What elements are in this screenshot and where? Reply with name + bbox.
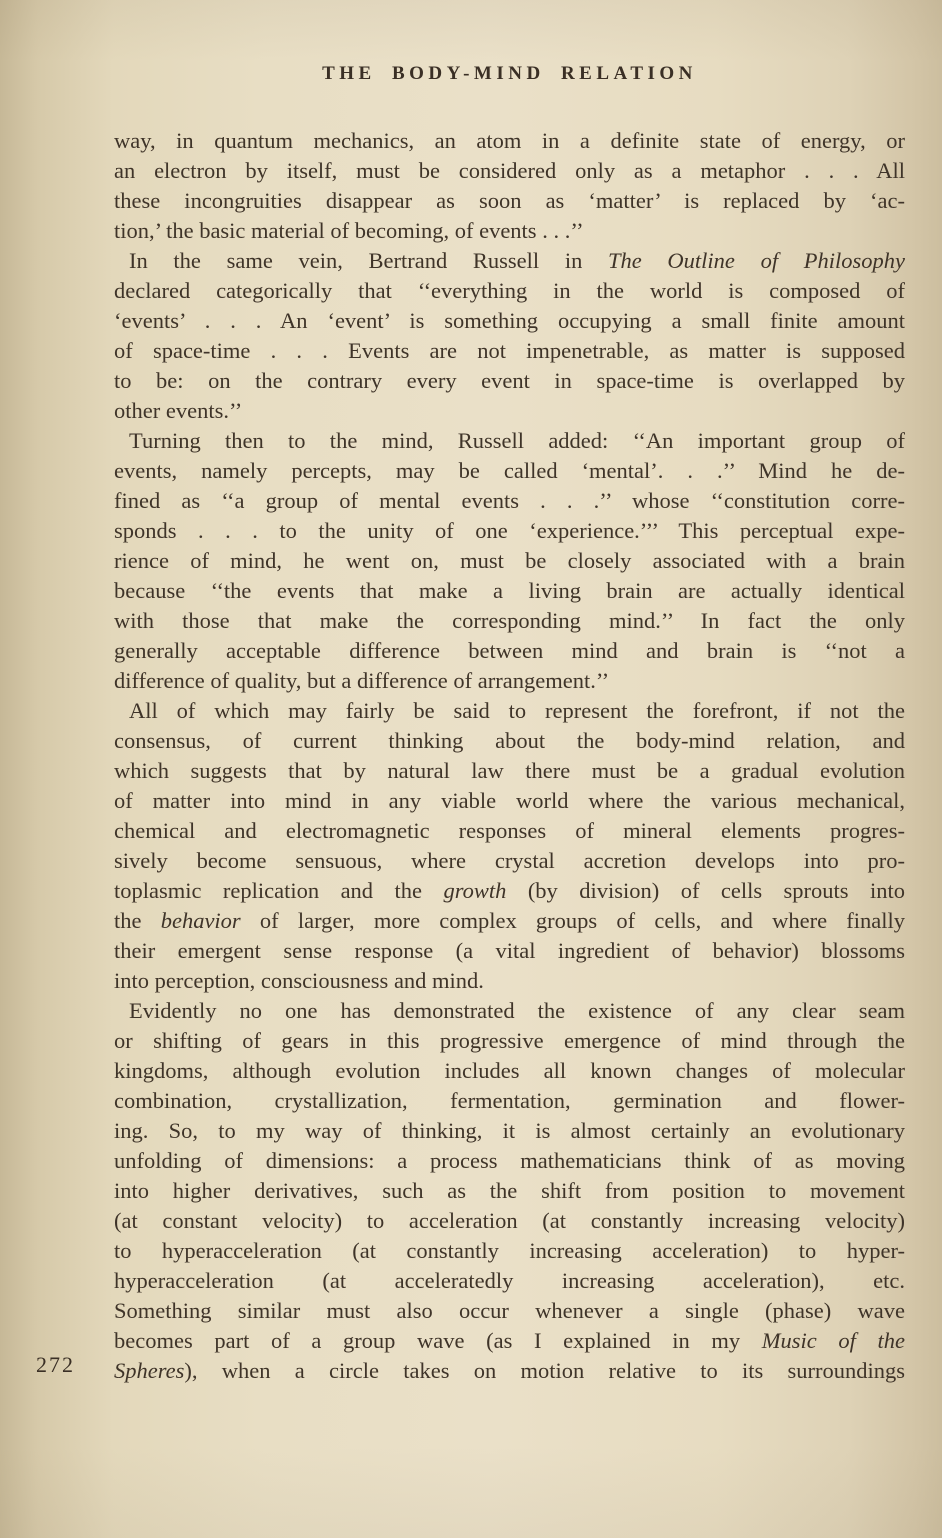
text-line: [114, 1026, 905, 1056]
text-line: [114, 1176, 905, 1206]
text-segment: unfolding of dimensions: a process mathematicians think of as moving: [114, 1148, 905, 1173]
text-segment: Evidently no one has demonstrated the existence of any clear seam: [129, 998, 905, 1023]
text-line: [114, 216, 905, 246]
text-segment: ), when a circle takes on motion relative to its surroundings: [184, 1358, 905, 1383]
italic-text: Music of the: [761, 1328, 905, 1353]
text-segment: chemical and electromagnetic responses of mineral elements progres-: [114, 818, 905, 843]
text-segment: to hyperacceleration (at constantly increasing acceleration) to hyper-: [114, 1238, 905, 1263]
text-line: [114, 1086, 905, 1116]
text-segment: sponds . . . to the unity of one ‘experience.’’’ This perceptual expe-: [114, 518, 905, 543]
text-line: [114, 936, 905, 966]
text-segment: difference of quality, but a difference of arrangement.’’: [114, 668, 610, 693]
paragraph: [114, 246, 905, 426]
text-line: [114, 156, 905, 186]
text-line: [114, 1056, 905, 1086]
text-line: [114, 636, 905, 666]
text-segment: ‘events’ . . . An ‘event’ is something occupying a small finite amount: [114, 308, 905, 333]
text-line: [114, 426, 905, 456]
text-line: [114, 1266, 905, 1296]
text-line: [114, 906, 905, 936]
text-line: [114, 1326, 905, 1356]
text-line: [114, 306, 905, 336]
text-segment: because ‘‘the events that make a living brain are actually identical: [114, 578, 905, 603]
text-segment: these incongruities disappear as soon as ‘matter’ is replaced by ‘ac-: [114, 188, 905, 213]
text-line: [114, 1206, 905, 1236]
text-line: [114, 516, 905, 546]
text-line: [114, 726, 905, 756]
italic-text: The Outline of Philosophy: [608, 248, 905, 273]
text-line: [114, 876, 905, 906]
text-line: [114, 756, 905, 786]
text-line: [114, 816, 905, 846]
italic-text: behavior: [160, 908, 241, 933]
text-segment: toplasmic replication and the: [114, 878, 444, 903]
text-segment: consensus, of current thinking about the body-mind relation, and: [114, 728, 905, 753]
text-segment: their emergent sense response (a vital ingredient of behavior) blossoms: [114, 938, 905, 963]
text-line: [114, 996, 905, 1026]
text-segment: generally acceptable difference between mind and brain is ‘‘not a: [114, 638, 905, 663]
text-line: [114, 396, 905, 426]
text-segment: sively become sensuous, where crystal accretion develops into pro-: [114, 848, 905, 873]
text-line: [114, 606, 905, 636]
text-line: [114, 1356, 905, 1386]
text-line: [114, 486, 905, 516]
text-segment: kingdoms, although evolution includes all known changes of molecular: [114, 1058, 905, 1083]
paragraph: [114, 126, 905, 246]
text-line: [114, 696, 905, 726]
text-line: [114, 126, 905, 156]
italic-text: growth: [443, 878, 507, 903]
text-line: [114, 846, 905, 876]
text-segment: an electron by itself, must be considered only as a metaphor . . . All: [114, 158, 905, 183]
text-segment: declared categorically that ‘‘everything in the world is composed of: [114, 278, 905, 303]
text-segment: of space-time . . . Events are not impenetrable, as matter is supposed: [114, 338, 905, 363]
text-line: [114, 186, 905, 216]
text-segment: other events.’’: [114, 398, 243, 423]
text-line: [114, 366, 905, 396]
text-segment: or shifting of gears in this progressive emergence of mind through the: [114, 1028, 905, 1053]
text-segment: events, namely percepts, may be called ‘mental’. . .’’ Mind he de-: [114, 458, 905, 483]
text-line: [114, 246, 905, 276]
text-segment: of matter into mind in any viable world where the various mechanical,: [114, 788, 905, 813]
text-segment: which suggests that by natural law there must be a gradual evolution: [114, 758, 905, 783]
text-segment: the: [114, 908, 161, 933]
text-line: [114, 1236, 905, 1266]
text-segment: becomes part of a group wave (as I explained in my: [114, 1328, 762, 1353]
text-line: [114, 546, 905, 576]
running-head: THE BODY-MIND RELATION: [322, 63, 697, 84]
text-segment: to be: on the contrary every event in space-time is overlapped by: [114, 368, 905, 393]
text-segment: with those that make the corresponding mind.’’ In fact the only: [114, 608, 905, 633]
text-line: [114, 786, 905, 816]
text-segment: In the same vein, Bertrand Russell in: [129, 248, 608, 273]
text-segment: of larger, more complex groups of cells, and where finally: [240, 908, 905, 933]
text-line: [114, 456, 905, 486]
text-segment: way, in quantum mechanics, an atom in a definite state of energy, or: [114, 128, 905, 153]
text-line: [114, 966, 905, 996]
body-text: [114, 126, 905, 1386]
text-line: [114, 1296, 905, 1326]
italic-text: Spheres: [114, 1358, 185, 1383]
text-segment: (by division) of cells sprouts into: [506, 878, 905, 903]
text-segment: All of which may fairly be said to represent the forefront, if not the: [129, 698, 905, 723]
text-line: [114, 1116, 905, 1146]
text-segment: (at constant velocity) to acceleration (at constantly increasing velocity): [114, 1208, 905, 1233]
text-segment: Turning then to the mind, Russell added: ‘‘An important group of: [129, 428, 905, 453]
text-line: [114, 576, 905, 606]
paragraph: [114, 996, 905, 1386]
text-line: [114, 1146, 905, 1176]
paragraph: [114, 696, 905, 996]
text-segment: Something similar must also occur whenever a single (phase) wave: [114, 1298, 905, 1323]
paragraph: [114, 426, 905, 696]
text-line: [114, 666, 905, 696]
text-segment: hyperacceleration (at acceleratedly increasing acceleration), etc.: [114, 1268, 905, 1293]
text-segment: combination, crystallization, fermentation, germination and flower-: [114, 1088, 905, 1113]
text-line: [114, 276, 905, 306]
text-line: [114, 336, 905, 366]
text-segment: tion,’ the basic material of becoming, of events . . .’’: [114, 218, 584, 243]
text-segment: fined as ‘‘a group of mental events . . .’’ whose ‘‘constitution corre-: [114, 488, 905, 513]
text-segment: into higher derivatives, such as the shift from position to movement: [114, 1178, 905, 1203]
text-segment: into perception, consciousness and mind.: [114, 968, 484, 993]
text-segment: rience of mind, he went on, must be closely associated with a brain: [114, 548, 905, 573]
page-number: 272: [36, 1352, 75, 1377]
text-segment: ing. So, to my way of thinking, it is almost certainly an evolutionary: [114, 1118, 905, 1143]
